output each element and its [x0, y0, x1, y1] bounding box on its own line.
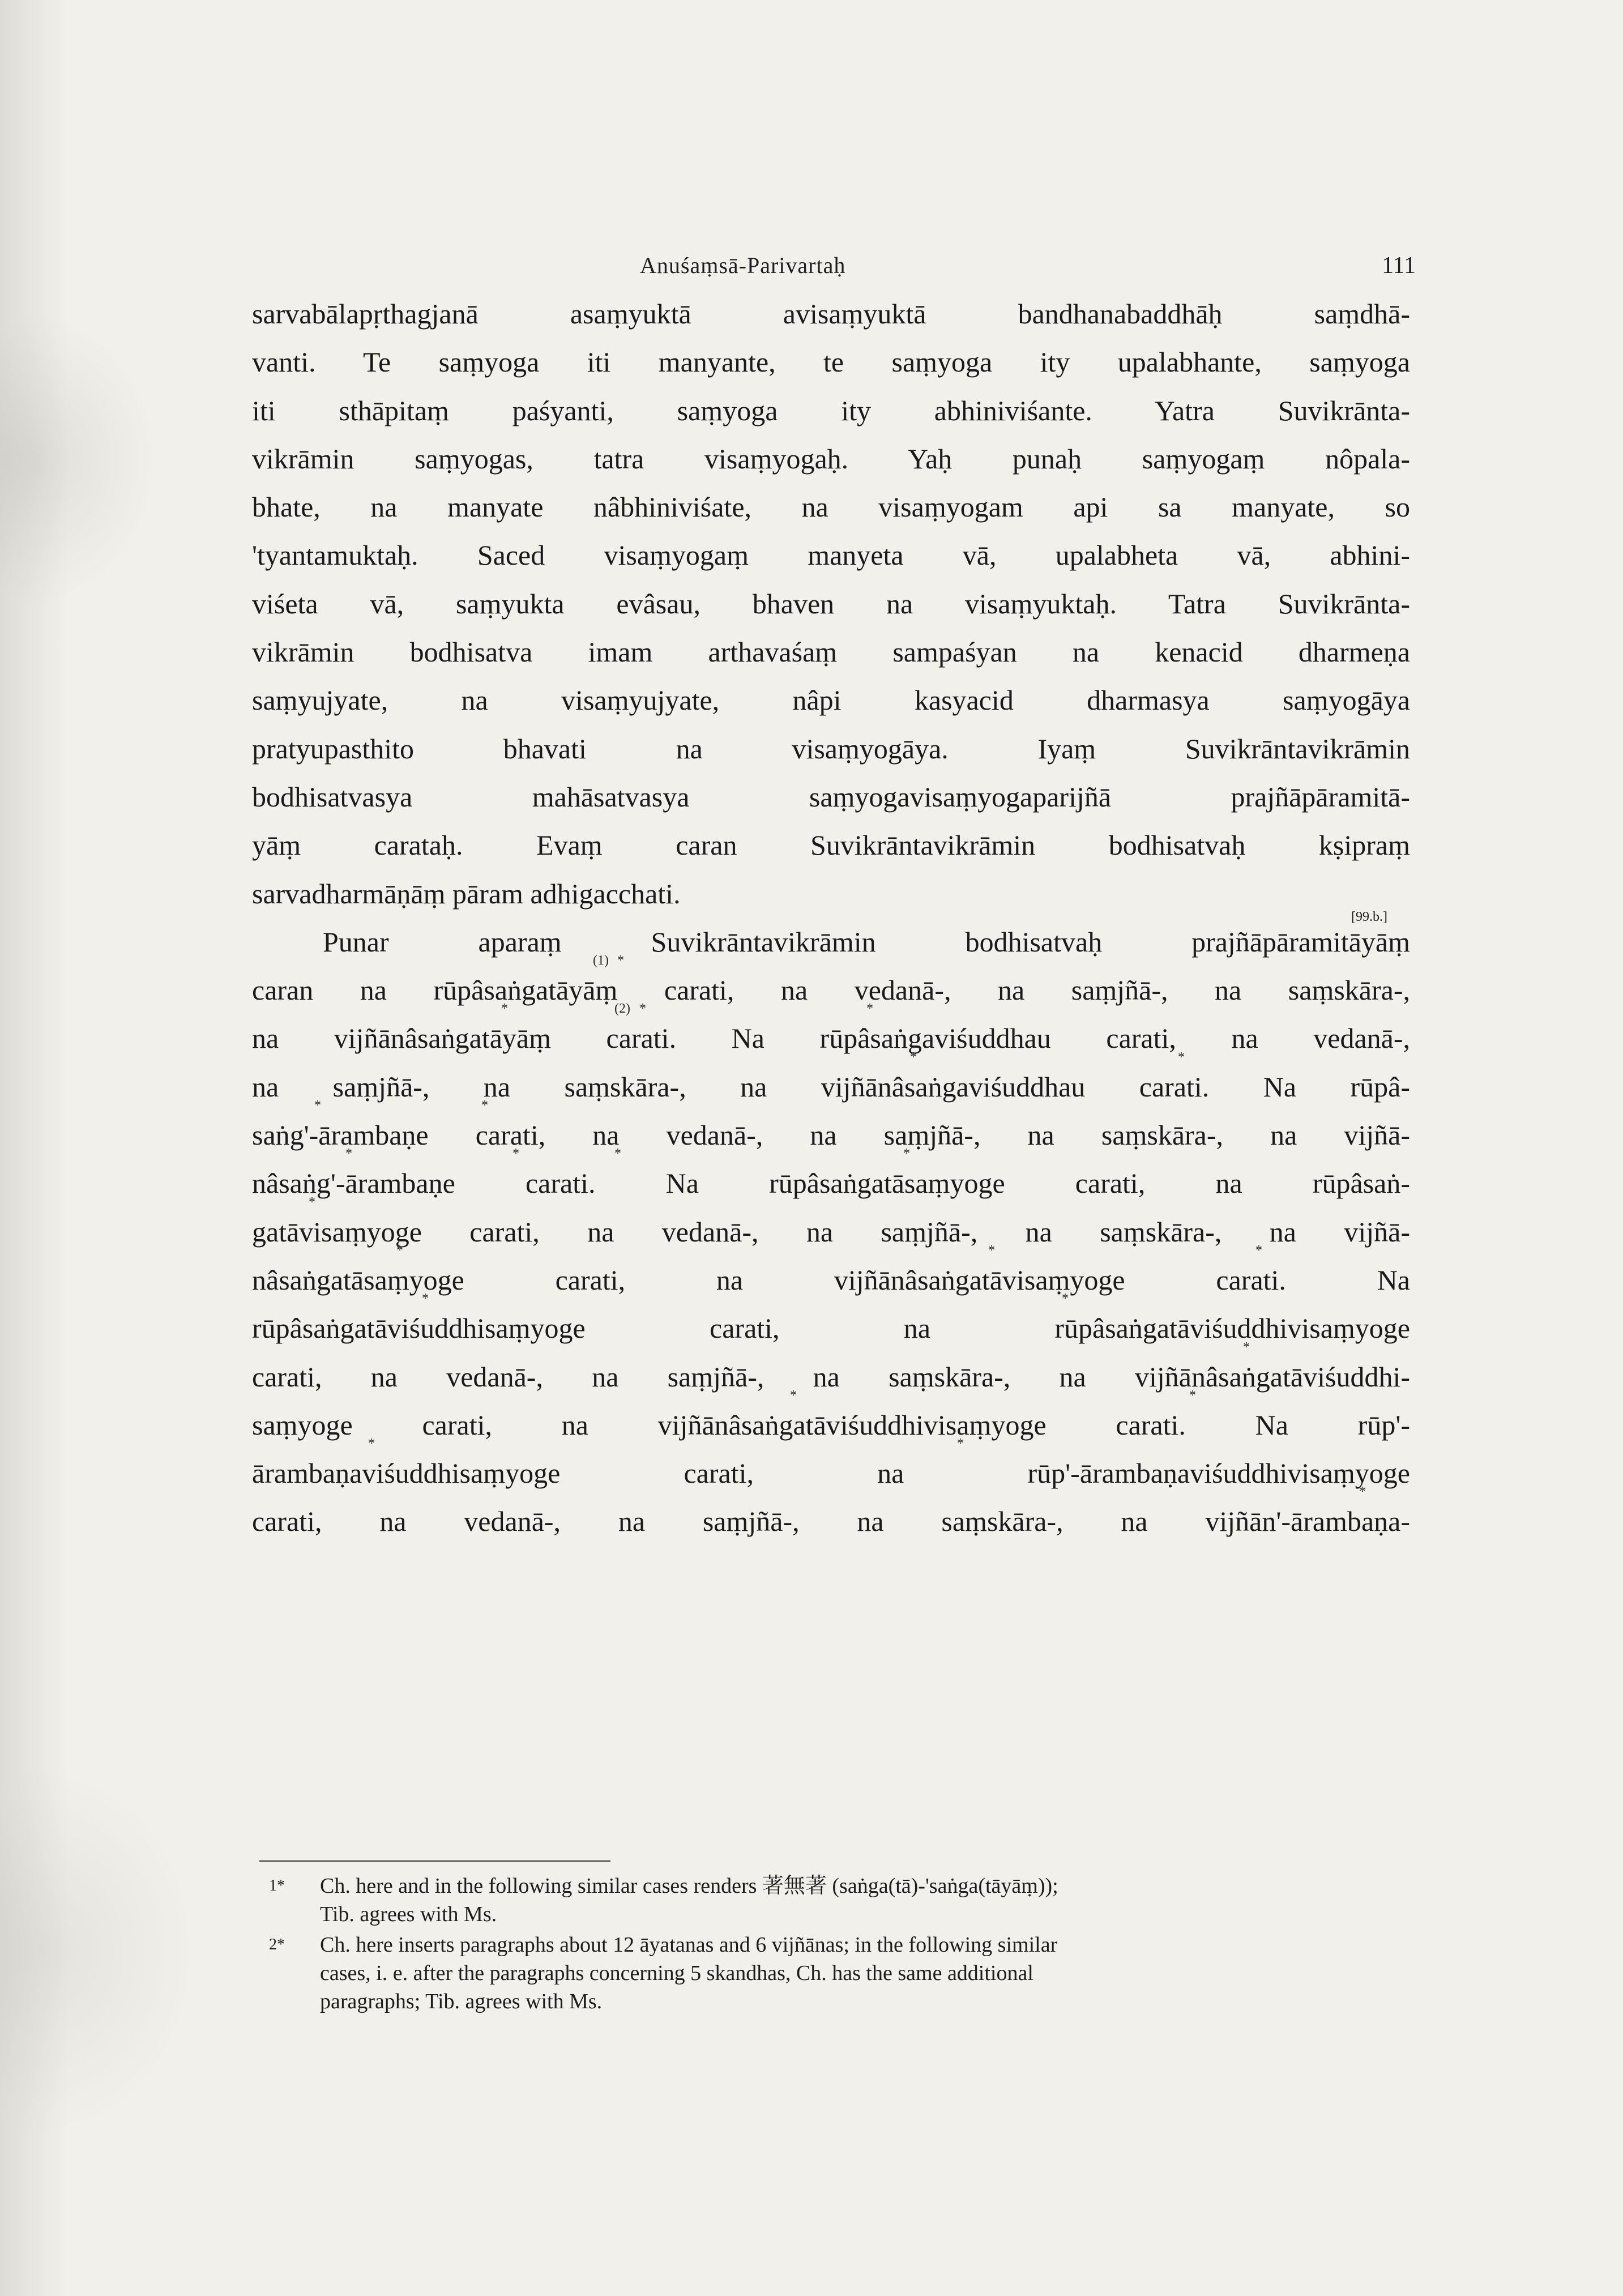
asterisk-marker: *: [501, 1001, 508, 1017]
text-line: vikrāmin bodhisatva imam arthavaśaṃ sampaśyan na kenacid dharmeṇa: [252, 636, 1410, 668]
text-line: na vijñānâsaṅgatāyāṃ carati. Na rūpâsaṅgaviśuddhau carati, na vedanā-,: [252, 1022, 1410, 1055]
page-header: [345, 252, 1416, 292]
text-line: saṅg'-ārambaṇe carati, na vedanā-, na saṃjñā-, na saṃskāra-, na vijñā-: [252, 1119, 1410, 1151]
text-line: na saṃjñā-, na saṃskāra-, na vijñānâsaṅgaviśuddhau carati. Na rūpâ-: [252, 1070, 1410, 1103]
page-number: 111: [1382, 253, 1416, 279]
text-line: bhate, na manyate nâbhiniviśate, na visaṃyogam api sa manyate, so: [252, 491, 1410, 523]
text-line: saṃyujyate, na visaṃyujyate, nâpi kasyacid dharmasya saṃyogāya: [252, 684, 1410, 716]
text-line: gatāvisaṃyoge carati, na vedanā-, na saṃjñā-, na saṃskāra-, na vijñā-: [252, 1215, 1410, 1248]
footnote: [269, 1872, 1410, 1928]
asterisk-marker: *: [957, 1436, 964, 1452]
asterisk-marker: *: [481, 1098, 488, 1113]
text-line: rūpâsaṅgatāviśuddhisaṃyoge carati, na rūpâsaṅgatāviśuddhivisaṃyoge: [252, 1312, 1410, 1345]
footnotes: [269, 1872, 1410, 2018]
asterisk-marker: *: [988, 1243, 995, 1258]
asterisk-marker: *: [1359, 1484, 1366, 1500]
asterisk-marker: *: [368, 1436, 375, 1452]
text-line: vanti. Te saṃyoga iti manyante, te saṃyoga ity upalabhante, saṃyoga: [252, 346, 1410, 378]
text-line: pratyupasthito bhavati na visaṃyogāya. Iyaṃ Suvikrāntavikrāmin: [252, 732, 1410, 765]
asterisk-marker: *: [790, 1388, 797, 1403]
note-marker-2: (2): [614, 1001, 630, 1017]
asterisk-marker: *: [314, 1098, 321, 1113]
footnote-line: cases, i. e. after the paragraphs concerning 5 skandhas, Ch. has the same additional: [320, 1961, 1033, 1985]
text-line: sarvabālapṛthagjanā asaṃyuktā avisaṃyuktā bandhanabaddhāḥ saṃdhā-: [252, 298, 1410, 330]
asterisk-marker: *: [910, 1049, 917, 1065]
footnote-line: Ch. here and in the following similar cases renders 著無著 (saṅga(tā)-'saṅga(tāyāṃ));: [320, 1874, 1058, 1898]
footnote-number: 1*: [269, 1877, 285, 1894]
asterisk-marker: *: [512, 1146, 519, 1162]
asterisk-marker: *: [1062, 1291, 1069, 1307]
text-line: bodhisatvasya mahāsatvasya saṃyogavisaṃyogaparijñā prajñāpāramitā-: [252, 780, 1410, 813]
text-line: saṃyoge carati, na vijñānâsaṅgatāviśuddhivisaṃyoge carati. Na rūp'-: [252, 1409, 1410, 1441]
text-line: carati, na vedanā-, na saṃjñā-, na saṃskāra-, na vijñān'-ārambaṇa-: [252, 1505, 1410, 1538]
text-line: Punar aparaṃ Suvikrāntavikrāmin bodhisatvaḥ prajñāpāramitāyāṃ: [323, 925, 1410, 958]
main-text: [252, 290, 1410, 1546]
asterisk-marker: *: [309, 1194, 315, 1210]
asterisk-marker: *: [866, 1001, 873, 1017]
asterisk-marker: *: [1189, 1388, 1196, 1403]
note-marker-1: (1): [593, 953, 609, 968]
asterisk-marker: *: [1178, 1049, 1185, 1065]
asterisk-marker: *: [422, 1291, 429, 1307]
asterisk-marker: *: [617, 953, 624, 968]
text-line: nâsaṅg'-ārambaṇe carati. Na rūpâsaṅgatāsaṃyoge carati, na rūpâsaṅ-: [252, 1167, 1410, 1200]
text-line: vikrāmin saṃyogas, tatra visaṃyogaḥ. Yaḥ punaḥ saṃyogaṃ nôpala-: [252, 442, 1410, 475]
text-line: sarvadharmāṇāṃ pāram adhigacchati.: [252, 877, 681, 910]
footnote-separator: [259, 1860, 610, 1862]
text-line: caran na rūpâsaṅgatāyāṃ carati, na vedanā-, na saṃjñā-, na saṃskāra-,: [252, 974, 1410, 1006]
footnote-number: 2*: [269, 1936, 285, 1953]
text-line: 'tyantamuktaḥ. Saced visaṃyogaṃ manyeta vā, upalabheta vā, abhini-: [252, 539, 1410, 571]
asterisk-marker: *: [1243, 1339, 1250, 1355]
text-line: carati, na vedanā-, na saṃjñā-, na saṃskāra-, na vijñānâsaṅgatāviśuddhi-: [252, 1360, 1410, 1393]
asterisk-marker: *: [639, 1001, 646, 1017]
asterisk-marker: *: [903, 1146, 910, 1162]
folio-reference: [99.b.]: [1351, 909, 1387, 924]
footnote-line: Ch. here inserts paragraphs about 12 āyatanas and 6 vijñānas; in the following similar: [320, 1933, 1058, 1957]
text-line: iti sthāpitaṃ paśyanti, saṃyoga ity abhiniviśante. Yatra Suvikrānta-: [252, 394, 1410, 426]
asterisk-marker: *: [345, 1146, 352, 1162]
asterisk-marker: *: [396, 1243, 403, 1258]
text-line: nâsaṅgatāsaṃyoge carati, na vijñānâsaṅgatāvisaṃyoge carati. Na: [252, 1264, 1410, 1296]
footnote: [269, 1931, 1410, 2016]
text-line: ārambaṇaviśuddhisaṃyoge carati, na rūp'-ārambaṇaviśuddhivisaṃyoge: [252, 1457, 1410, 1490]
text-line: yāṃ carataḥ. Evaṃ caran Suvikrāntavikrāmin bodhisatvaḥ kṣipraṃ: [252, 829, 1410, 861]
asterisk-marker: *: [1255, 1243, 1262, 1258]
footnote-line: paragraphs; Tib. agrees with Ms.: [320, 1990, 603, 2013]
text-line: viśeta vā, saṃyukta evâsau, bhaven na visaṃyuktaḥ. Tatra Suvikrānta-: [252, 587, 1410, 620]
running-title: Anuśaṃsā-Parivartaḥ: [640, 253, 846, 278]
footnote-line: Tib. agrees with Ms.: [320, 1902, 497, 1926]
asterisk-marker: *: [614, 1146, 621, 1162]
